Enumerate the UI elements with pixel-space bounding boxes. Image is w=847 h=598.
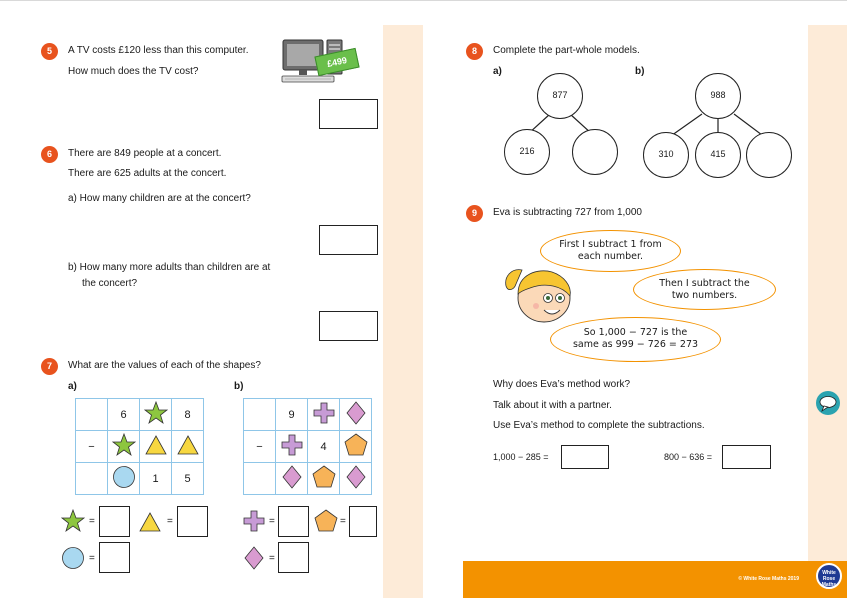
q9-question1: Why does Eva’s method work?	[493, 379, 631, 390]
circle-icon	[61, 546, 85, 570]
q7a-cell	[140, 431, 172, 463]
q7a-cell: 8	[172, 399, 204, 431]
logo-line2: Rose	[822, 576, 836, 582]
bubble2-line2: two numbers.	[671, 290, 738, 301]
q7b-cell	[276, 463, 308, 495]
q7b-cell	[340, 431, 372, 463]
right-page-margin-strip	[808, 25, 847, 598]
q9-calc2-label: 800 − 636 =	[664, 452, 713, 462]
q6-part-a: a) How many children are at the concert?	[68, 193, 251, 204]
q7-part-b-label: b)	[234, 381, 244, 392]
diamond-icon	[280, 465, 304, 489]
q7a-star-answer-box[interactable]	[99, 506, 130, 537]
q9-calc1-label: 1,000 − 285 =	[493, 452, 549, 462]
footer-copyright: © White Rose Maths 2019	[738, 576, 799, 582]
equals-sign: =	[269, 553, 275, 564]
diamond-icon	[344, 465, 368, 489]
question-9-badge: 9	[466, 205, 483, 222]
q7b-cell: −	[244, 431, 276, 463]
q7b-cell	[244, 463, 276, 495]
q8a-whole-value: 877	[552, 90, 568, 100]
q6a-answer-box[interactable]	[319, 225, 378, 255]
question-5-badge: 5	[41, 43, 58, 60]
speech-bubble-1	[540, 230, 681, 272]
q8b-whole-circle	[695, 73, 741, 119]
q7a-row-1	[76, 399, 204, 431]
q7b-row-1	[244, 399, 372, 431]
equals-sign: =	[89, 516, 95, 527]
q7a-cell	[108, 431, 140, 463]
left-page-margin-strip	[383, 25, 423, 598]
star-icon	[112, 433, 136, 457]
q7b-cross-answer-box[interactable]	[278, 506, 309, 537]
q7b-cell	[340, 463, 372, 495]
q7a-triangle-answer-box[interactable]	[177, 506, 208, 537]
q7a-circle-answer-box[interactable]	[99, 542, 130, 573]
bubble1-line1: First I subtract 1 from	[559, 239, 662, 250]
q8b-whole-value: 988	[710, 90, 726, 100]
white-rose-maths-logo	[816, 563, 842, 589]
footer-bar	[463, 561, 847, 598]
q7-part-a-label: a)	[68, 381, 77, 392]
q9-question3: Use Eva’s method to complete the subtractions.	[493, 420, 705, 431]
q7b-cell	[308, 463, 340, 495]
talk-bubble-icon	[815, 390, 841, 416]
q8-part-b-label: b)	[635, 66, 645, 77]
q7-prompt: What are the values of each of the shapes?	[68, 360, 261, 371]
q5-line2: How much does the TV cost?	[68, 66, 199, 77]
q8a-part-value: 216	[519, 146, 535, 156]
eva-character	[502, 264, 574, 326]
q8b-part-circle	[695, 132, 741, 178]
q7b-cell: 4	[308, 431, 340, 463]
speech-bubble-2	[633, 269, 776, 310]
q6-part-b-line2: the concert?	[82, 278, 138, 289]
circle-icon	[112, 465, 136, 489]
q8a-whole-circle	[537, 73, 583, 119]
q7a-cell	[172, 431, 204, 463]
pentagon-icon	[312, 465, 336, 489]
q7b-cell: 9	[276, 399, 308, 431]
top-divider	[0, 0, 847, 1]
star-icon	[144, 401, 168, 425]
cross-icon	[280, 433, 304, 457]
q7a-cell: 1	[140, 463, 172, 495]
cross-icon	[242, 509, 266, 533]
triangle-icon	[144, 434, 168, 456]
equals-sign: =	[269, 516, 275, 527]
diamond-icon	[344, 401, 368, 425]
star-icon	[61, 509, 85, 533]
q7b-grid	[243, 398, 372, 495]
q8b-missing-part-circle[interactable]	[746, 132, 792, 178]
q5-line1: A TV costs £120 less than this computer.	[68, 45, 249, 56]
equals-sign: =	[89, 553, 95, 564]
bubble3-line2: same as 999 − 726 = 273	[572, 339, 699, 350]
q8b-part2-value: 415	[710, 149, 726, 159]
q7b-cell	[276, 431, 308, 463]
q7b-cell	[244, 399, 276, 431]
q7a-cell	[108, 463, 140, 495]
q8a-part-circle	[504, 129, 550, 175]
q7a-row-2	[76, 431, 204, 463]
q7b-pentagon-answer-box[interactable]	[349, 506, 377, 537]
diamond-icon	[242, 546, 266, 570]
q9-calc2-answer-box[interactable]	[722, 445, 771, 469]
computer-price-tag: £499	[314, 48, 359, 76]
speech-bubble-3	[550, 317, 721, 362]
q7a-cell: 6	[108, 399, 140, 431]
q9-calc1-answer-box[interactable]	[561, 445, 609, 469]
question-6-badge: 6	[41, 146, 58, 163]
q7a-cell	[76, 399, 108, 431]
q8a-missing-part-circle[interactable]	[572, 129, 618, 175]
q7b-row-3	[244, 463, 372, 495]
q6b-answer-box[interactable]	[319, 311, 378, 341]
bubble2-line1: Then I subtract the	[659, 278, 750, 289]
equals-sign: =	[167, 516, 173, 527]
triangle-icon	[138, 511, 162, 533]
q7a-row-3	[76, 463, 204, 495]
logo-line3: Maths	[821, 582, 837, 588]
q7a-cell: 5	[172, 463, 204, 495]
logo-line1: White	[822, 570, 836, 576]
pentagon-icon	[344, 433, 368, 457]
cross-icon	[312, 401, 336, 425]
q7b-diamond-answer-box[interactable]	[278, 542, 309, 573]
q7a-cell	[76, 463, 108, 495]
q8b-part-circle	[643, 132, 689, 178]
bubble3-line1: So 1,000 − 727 is the	[583, 327, 688, 338]
q8-prompt: Complete the part-whole models.	[493, 45, 640, 56]
q9-prompt: Eva is subtracting 727 from 1,000	[493, 207, 642, 218]
triangle-icon	[176, 434, 200, 456]
q7a-grid	[75, 398, 204, 495]
pentagon-icon	[314, 509, 338, 533]
q7a-cell: −	[76, 431, 108, 463]
q8b-part1-value: 310	[658, 149, 674, 159]
question-8-badge: 8	[466, 43, 483, 60]
q5-answer-box[interactable]	[319, 99, 378, 129]
q7b-cell	[308, 399, 340, 431]
bubble1-line2: each number.	[577, 251, 644, 262]
question-7-badge: 7	[41, 358, 58, 375]
q8-part-a-label: a)	[493, 66, 502, 77]
q6-part-b-line1: b) How many more adults than children are at	[68, 262, 271, 273]
q7b-cell	[340, 399, 372, 431]
q6-line2: There are 625 adults at the concert.	[68, 168, 227, 179]
q7b-row-2	[244, 431, 372, 463]
q6-line1: There are 849 people at a concert.	[68, 148, 222, 159]
equals-sign: =	[340, 516, 346, 527]
q7a-cell	[140, 399, 172, 431]
q9-question2: Talk about it with a partner.	[493, 400, 612, 411]
